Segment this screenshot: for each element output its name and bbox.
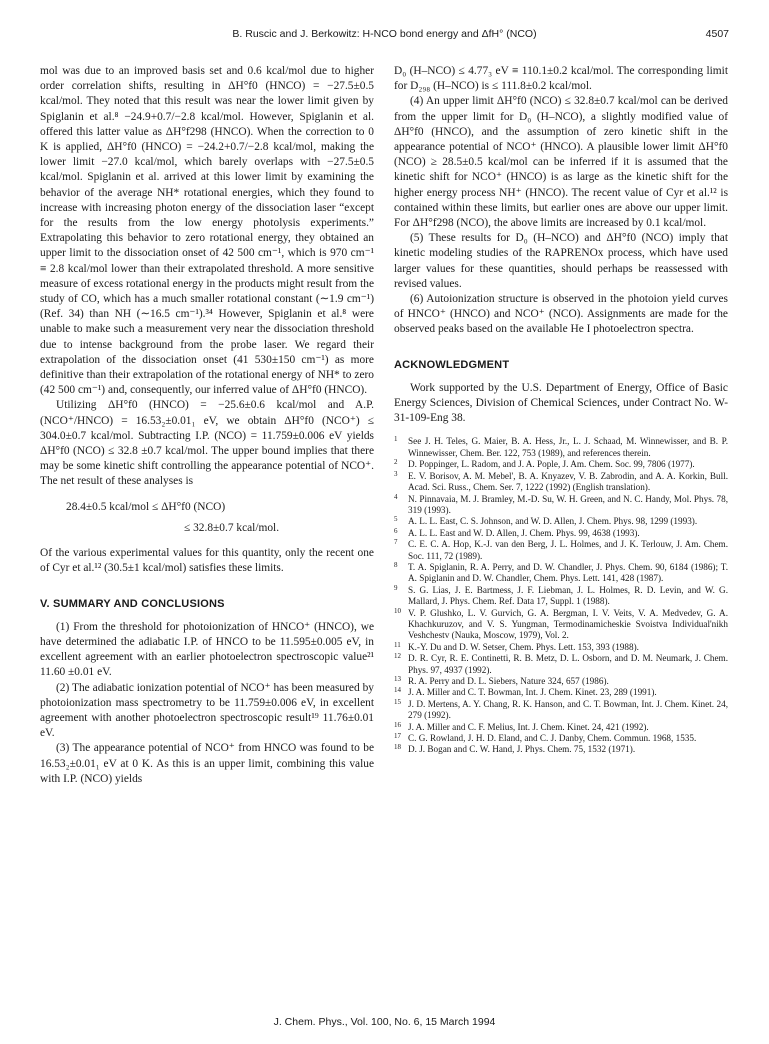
reference-item	[394, 516, 728, 527]
summary-item: (2) The adiabatic ionization potential of NCO⁺ has been measured by photoionization mass spectrometry to be 11.759±0.006 eV, in excellent agreement with another photoelectron spectroscopic result¹⁹ 11.76±0.01 eV.	[40, 681, 374, 740]
left-column	[40, 64, 374, 787]
display-equation	[66, 500, 374, 536]
summary-item: (1) From the threshold for photoionization of HNCO⁺ (HNCO), we have determined the adiabatic I.P. of HNCO to be 11.595±0.005 eV, in excellent agreement with an earlier photoelectron spectroscopic value²¹ 11.60 ±0.01 eV.	[40, 620, 374, 679]
journal-footer: J. Chem. Phys., Vol. 100, No. 6, 15 March 1994	[273, 1016, 496, 1028]
reference-number: 3	[394, 469, 398, 478]
reference-item	[394, 733, 728, 744]
reference-number: 10	[394, 606, 401, 615]
reference-number: 17	[394, 732, 401, 741]
reference-number: 11	[394, 640, 401, 649]
reference-text: K.-Y. Du and D. W. Setser, Chem. Phys. Lett. 153, 393 (1988).	[408, 641, 639, 652]
summary-item: (5) These results for D₀ (H–NCO) and ΔH°f0 (NCO) imply that kinetic modeling studies of the RAPRENOx process, which have used larger values for these quantities, should perhaps be reassessed with revised values.	[394, 232, 728, 290]
reference-text: D. J. Bogan and C. W. Hand, J. Phys. Chem. 75, 1532 (1971).	[408, 744, 636, 755]
reference-text: J. D. Mertens, A. Y. Chang, R. K. Hanson, and C. T. Bowman, Int. J. Chem. Kinet. 24, 279 (1992).	[408, 698, 728, 721]
section-heading: V. SUMMARY AND CONCLUSIONS	[40, 597, 225, 610]
reference-text: A. L. L. East and W. D. Allen, J. Chem. Phys. 99, 4638 (1993).	[408, 527, 640, 538]
reference-item	[394, 528, 728, 539]
reference-item	[394, 494, 728, 517]
reference-number: 4	[394, 492, 398, 501]
reference-number: 5	[394, 515, 398, 524]
reference-number: 8	[394, 560, 398, 569]
reference-list	[394, 436, 728, 755]
reference-number: 9	[394, 583, 398, 592]
reference-item	[394, 585, 728, 608]
reference-text: R. A. Perry and D. L. Siebers, Nature 324, 657 (1986).	[408, 676, 609, 686]
summary-item: (4) An upper limit ΔH°f0 (NCO) ≤ 32.8±0.7 kcal/mol can be derived from the upper limit for D₀ (H–NCO), a slightly modified value of ΔH°f0 (HNCO), and the assumption of zero kinetic shift in the appearance potential of NCO⁺ (HNCO). A plausible lower limit ΔH°f0 (NCO) ≥ 28.5±0.5 kcal/mol can be inferred if it is assumed that the kinetic shift for NCO⁺ (HNCO) is as large as the kinetic shift for the higher energy process NH⁺ (HNCO). The recent value of Cyr et al.¹² is contained within these limits, but earlier ones are above our upper limit. For ΔH°f298 (NCO), the above limits are increased by 0.1 kcal/mol.	[394, 95, 728, 230]
reference-number: 6	[394, 526, 398, 535]
reference-text: S. G. Lias, J. E. Bartmess, J. F. Liebman, J. L. Holmes, R. D. Levin, and W. G. Mallard, J. Phys. Chem. Ref. Data 17, Suppl. 1 (1988).	[408, 584, 728, 607]
reference-item	[394, 459, 728, 470]
running-title: B. Ruscic and J. Berkowitz: H-NCO bond energy and ΔfH° (NCO)	[232, 28, 537, 40]
reference-text: V. P. Glushko, L. V. Gurvich, G. A. Bergman, I. V. Veits, V. A. Medvedev, G. A. Khachkuruzov, and V. S. Yungman, Termodinamicheskie Svoistva Individual'nikh Veshchestv (Nauka, Moscow, 1979), Vol. 2.	[408, 607, 728, 641]
reference-text: J. A. Miller and C. T. Bowman, Int. J. Chem. Kinet. 23, 289 (1991).	[408, 687, 657, 698]
reference-text: See J. H. Teles, G. Maier, B. A. Hess, Jr., L. J. Schaad, M. Winnewisser, and B. P. Winnewisser, Chem. Ber. 122, 753 (1989), and references therein.	[408, 436, 728, 458]
reference-text: J. A. Miller and C. F. Melius, Int. J. Chem. Kinet. 24, 421 (1992).	[408, 721, 649, 732]
reference-text: T. A. Spiglanin, R. A. Perry, and D. W. Chandler, J. Phys. Chem. 90, 6184 (1986); T. A. Spiglanin and D. W. Chandler, Chem. Phys. Lett. 141, 428 (1987).	[408, 561, 728, 584]
summary-item: (3) The appearance potential of NCO⁺ from HNCO was found to be 16.53₂±0.01₁ eV at 0 K. As this is an upper limit, combining this value with I.P. (NCO) yields	[40, 742, 374, 785]
running-header	[40, 28, 729, 46]
reference-item	[394, 744, 728, 755]
reference-item	[394, 562, 728, 585]
reference-item	[394, 722, 728, 733]
reference-number: 7	[394, 538, 398, 547]
body-paragraph: Of the various experimental values for this quantity, only the recent one of Cyr et al.¹² (30.5±1 kcal/mol) satisfies these limits.	[40, 547, 374, 575]
reference-number: 13	[394, 675, 401, 683]
reference-item	[394, 699, 728, 722]
summary-item: (6) Autoionization structure is observed in the photoion yield curves of HNCO⁺ (HNCO) and NCO⁺ (NCO). Assignments are made for the observed peaks based on the available He I photoelectron spectra.	[394, 293, 728, 336]
reference-item	[394, 676, 728, 687]
reference-text: C. G. Rowland, J. H. D. Eland, and C. J. Danby, Chem. Commun. 1968, 1535.	[408, 733, 697, 744]
reference-item	[394, 687, 728, 698]
reference-number: 14	[394, 686, 401, 695]
reference-number: 2	[394, 458, 398, 467]
reference-item	[394, 642, 728, 653]
page-number: 4507	[705, 28, 729, 40]
reference-item	[394, 436, 728, 459]
right-column	[394, 64, 728, 756]
reference-text: D. R. Cyr, R. E. Continetti, R. B. Metz, D. L. Osborn, and D. M. Neumark, J. Chem. Phys. 97, 4937 (1992).	[408, 653, 728, 675]
reference-number: 18	[394, 743, 401, 752]
equation-line: 28.4±0.5 kcal/mol ≤ ΔH°f0 (NCO)	[66, 500, 226, 513]
reference-text: C. E. C. A. Hop, K.-J. van den Berg, J. L. Holmes, and J. K. Terlouw, J. Am. Chem. Soc. 111, 72 (1989).	[408, 539, 728, 561]
body-paragraph: Utilizing ΔH°f0 (HNCO) = −25.6±0.6 kcal/mol and A.P. (NCO⁺/HNCO) = 16.53₂±0.01₁ eV, we obtain ΔH°f0 (NCO⁺) ≤ 304.0±0.7 kcal/mol. Subtracting I.P. (NCO) = 11.759±0.006 eV yields ΔH°f0 (NCO) ≤ 32.8 ±0.7 kcal/mol. The upper bound implies that there may be some kinetic shift controlling the appearance potential of NCO⁺. The net result of these analyses is	[40, 399, 374, 488]
body-paragraph: D₀ (H–NCO) ≤ 4.77₃ eV ≡ 110.1±0.2 kcal/mol. The corresponding limit for D₂₉₈ (H–NCO) is ≤ 111.8±0.2 kcal/mol.	[394, 65, 728, 93]
acknowledgment-heading: ACKNOWLEDGMENT	[394, 358, 510, 371]
reference-item	[394, 471, 728, 494]
reference-number: 16	[394, 720, 401, 729]
reference-number: 12	[394, 652, 401, 661]
acknowledgment-text: Work supported by the U.S. Department of Energy, Office of Basic Energy Sciences, Division of Chemical Sciences, under Contract No. W-31-109-Eng 38.	[394, 381, 728, 425]
reference-number: 1	[394, 435, 398, 444]
reference-text: D. Poppinger, L. Radom, and J. A. Pople, J. Am. Chem. Soc. 99, 7806 (1977).	[408, 459, 695, 470]
equation-line: ≤ 32.8±0.7 kcal/mol.	[184, 521, 280, 534]
reference-text: A. L. L. East, C. S. Johnson, and W. D. Allen, J. Chem. Phys. 98, 1299 (1993).	[408, 516, 698, 527]
reference-item	[394, 539, 728, 562]
reference-item	[394, 608, 728, 642]
reference-text: N. Pinnavaia, M. J. Bramley, M.-D. Su, W. H. Green, and N. C. Handy, Mol. Phys. 78, 319 (1993).	[408, 493, 728, 515]
reference-item	[394, 653, 728, 676]
body-paragraph: mol was due to an improved basis set and 0.6 kcal/mol due to higher order correlation shifts, resulting in ΔH°f0 (HNCO) = −27.5±0.5 kcal/mol. They noted that this result was near the lower limit given by Spiglanin et al.⁸ −24.9+0.7/−2.8 kcal/mol. However, Spiglanin et al. offered this latter value as ΔH°f298 (HNCO). When the correction to 0 K is applied, ΔH°f0 (HNCO) = −24.2+0.7/−2.8 kcal/mol, making the lower limit −27.0 kcal/mol, which barely overlaps with −27.5±0.5 kcal/mol. Spiglanin et al. arrived at this lower limit by examining the behavior of the average NH* rotational energies, which they found to increase with increasing photon energy of the dissociation laser “except for the results from the low energy photolysis experiments.” Extrapolating this behavior to zero rotational energy, they obtained an upper limit to the dissociation onset of 42 500 cm⁻¹, which is 970 cm⁻¹ ≡ 2.8 kcal/mol lower than their extrapolated threshold. A more sensitive measure of excess rotational energy in the products might result from the study of CO, which has a much smaller rotational constant (∼1.9 cm⁻¹) (Ref. 34) than NH (∼16.5 cm⁻¹).³⁴ However, Spiglanin et al.⁸ were unable to make such a measurement very near the dissociation threshold due to intense background from the probe laser. We regard their extrapolation of the dissociation onset (41 530±150 cm⁻¹) as more definitive than their extrapolation of the rotational energy of NH* to zero (42 500 cm⁻¹) and, consequently, our inferred value of ΔH°f0 (HNCO).	[40, 65, 374, 397]
reference-number: 15	[394, 697, 401, 706]
reference-text: E. V. Borisov, A. M. Mebel', B. A. Knyazev, V. B. Zabrodin, and A. A. Korkin, Bull. Acad. Sci. Russ., Chem. Ser. 7, 1222 (1992) (English translation).	[408, 470, 728, 493]
